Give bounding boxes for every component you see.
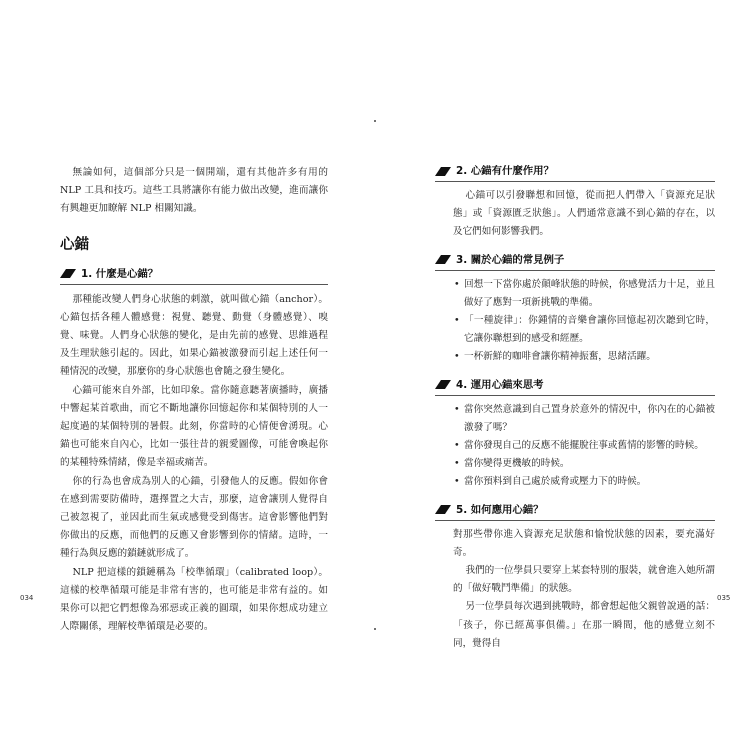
heading-label: 4. 運用心錨來思考	[456, 378, 544, 391]
list-item: • 當你預料到自己處於威脅或壓力下的時候。	[453, 473, 715, 491]
right-page	[375, 0, 750, 750]
body-paragraph: 另一位學員每次遇到挑戰時，都會想起他父親曾說過的話：「孩子，你已經萬事俱備。」在那一瞬間，他的感覺立刻不同，覺得自	[453, 601, 715, 649]
list-item: • 回想一下當你處於顛峰狀態的時候，你感覺活力十足，並且做好了應對一項新挑戰的準備。	[453, 276, 715, 312]
heading-marker-icon	[435, 380, 451, 389]
page-dot-bottom	[374, 628, 376, 630]
page-number: 034	[20, 594, 34, 602]
list-item: • 當你發現自己的反應不能擺脫往事或舊情的影響的時候。	[453, 437, 715, 455]
questions-list	[453, 401, 715, 492]
list-item: • 一杯新鮮的咖啡會讓你精神振奮，思緒活躍。	[453, 348, 715, 366]
list-item: • 當你變得更機敏的時候。	[453, 455, 715, 473]
heading-how-to-apply	[435, 501, 715, 521]
list-item: • 「一種旋律」：你鍾情的音樂會讓你回憶起初次聽到它時，它讓你聯想到的感受和經歷。	[453, 312, 715, 348]
heading-what-is-anchor	[60, 265, 328, 285]
heading-label: 5. 如何應用心錨？	[456, 503, 544, 516]
intro-paragraph: 無論如何，這個部分只是一個開端，還有其他許多有用的 NLP 工具和技巧。這些工具將讓你有能力做出改變，進而讓你有興趣更加瞭解 NLP 相關知識。	[60, 167, 328, 215]
body-paragraph: 那種能改變人們身心狀態的刺激，就叫做心錨（anchor）。心錨包括各種人體感覺：視覺、聽覺、動覺（身體感覺）、嗅覺、味覺。人們身心狀態的變化，是由先前的感覺、思維過程及生理狀態引起的。因此，如果心錨被激發而引起上述任何一種情況的改變，那麼你的身心狀態也會隨之發生變化。	[60, 293, 328, 378]
heading-marker-icon	[435, 167, 451, 176]
heading-marker-icon	[435, 255, 451, 264]
body-paragraph: 心錨可能來自外部，比如印象。當你隨意聽著廣播時，廣播中響起某首歌曲，而它不斷地讓你回憶起你和某個特別的人一起度過的某個特別的暑假。此刻，你當時的心情便會湧現。心錨也可能來自內心，比如一張往昔的親愛圖像，可能會喚起你的某種特殊情緒，像是幸福或痛苦。	[60, 384, 328, 469]
heading-label: 2. 心錨有什麼作用？	[456, 165, 554, 177]
examples-list	[453, 276, 715, 367]
page-number: 035	[717, 594, 731, 602]
section-title: 心錨	[60, 236, 89, 253]
body-paragraph: NLP 把這樣的鎖鏈稱為「校準循環」（calibrated loop）。這樣的校準循環可能是非常有害的，也可能是非常有益的。如果你可以把它們想像為邪惡或正義的圓環，如果你想成功建立人際關係，理解校準循環是必要的。	[60, 566, 328, 633]
body-paragraph: 我們的一位學員只要穿上某套特別的服裝，就會進入她所謂的「做好戰鬥準備」的狀態。	[453, 565, 715, 595]
heading-think-with-anchors	[435, 376, 715, 396]
body-paragraph: 心錨可以引發聯想和回憶，從而把人們帶入「資源充足狀態」或「資源匱乏狀態」。人們通常意識不到心錨的存在，以及它們如何影響我們。	[453, 190, 715, 238]
heading-common-examples	[435, 251, 715, 271]
heading-marker-icon	[435, 505, 451, 514]
heading-label: 1. 什麼是心錨？	[81, 267, 159, 280]
body-paragraph: 你的行為也會成為別人的心錨，引發他人的反應。假如你會在感到需要防備時，選擇置之大吉，那麼，這會讓別人覺得自己被忽視了，並因此而生氣或感覺受到傷害。這會影響他們對你做出的反應，而他們的反應又會影響到你的情緒。這時，一種行為與反應的鎖鏈就形成了。	[60, 475, 328, 560]
left-column	[60, 164, 328, 636]
heading-marker-icon	[60, 269, 76, 278]
right-column	[453, 162, 715, 653]
list-item: • 當你突然意識到自己置身於意外的情況中，你內在的心錨被激發了嗎？	[453, 401, 715, 437]
heading-label: 3. 關於心錨的常見例子	[456, 253, 565, 266]
heading-anchor-function	[435, 162, 715, 182]
body-paragraph: 對那些帶你進入資源充足狀態和愉悅狀態的因素，要充滿好奇。	[453, 528, 715, 558]
